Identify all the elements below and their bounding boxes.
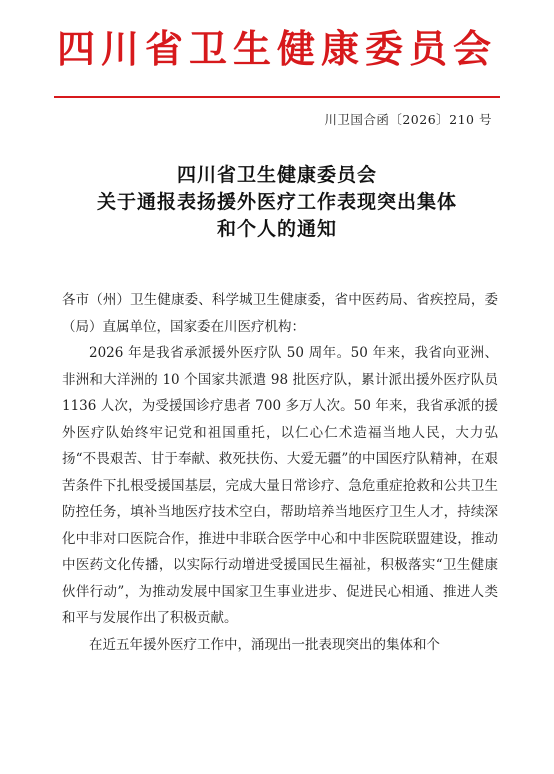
document-body	[62, 287, 498, 658]
body-paragraph-2: 在近五年援外医疗工作中，涌现出一批表现突出的集体和个	[89, 636, 440, 653]
title-line-2: 关于通报表扬援外医疗工作表现突出集体	[96, 191, 457, 213]
document-number: 川卫国合函〔2026〕210 号	[324, 112, 492, 127]
addressee-paragraph: 各市（州）卫生健康委、科学城卫生健康委，省中医药局、省疾控局，委（局）直属单位，国家委在川医疗机构：	[62, 292, 498, 335]
body-paragraph-1: 2026 年是我省承派援外医疗队 50 周年。50 年来，我省向亚洲、非洲和大洋洲的 10 个国家共派遣 98 批医疗队，累计派出援外医疗队员 1136 人次，为受援国诊疗患者 700 多万人次。50 年来，我省承派的援外医疗队始终牢记党和祖国重托，以仁心仁术造福当地人民，大力弘扬“不畏艰苦、甘于奉献、救死扶伤、大爱无疆”的中国医疗队精神，在艰苦条件下扎根受援国基层，完成大量日常诊疗、急危重症抢救和公共卫生防控任务，填补当地医疗技术空白，帮助培养当地医疗卫生人才，持续深化中非对口医院合作，推进中非联合医学中心和中非医院联盟建设，推动中医药文化传播，以实际行动增进受援国民生福祉，积极落实“卫生健康伙伴行动”，为推动发展中国家卫生事业进步、促进民心相通、推进人类和平与发展作出了积极贡献。	[62, 345, 498, 626]
document-title	[0, 162, 554, 243]
red-divider-line	[54, 96, 500, 98]
title-line-1: 四川省卫生健康委员会	[176, 164, 377, 186]
masthead-title: 四川省卫生健康委员会	[56, 26, 497, 71]
title-line-3: 和个人的通知	[216, 218, 337, 240]
